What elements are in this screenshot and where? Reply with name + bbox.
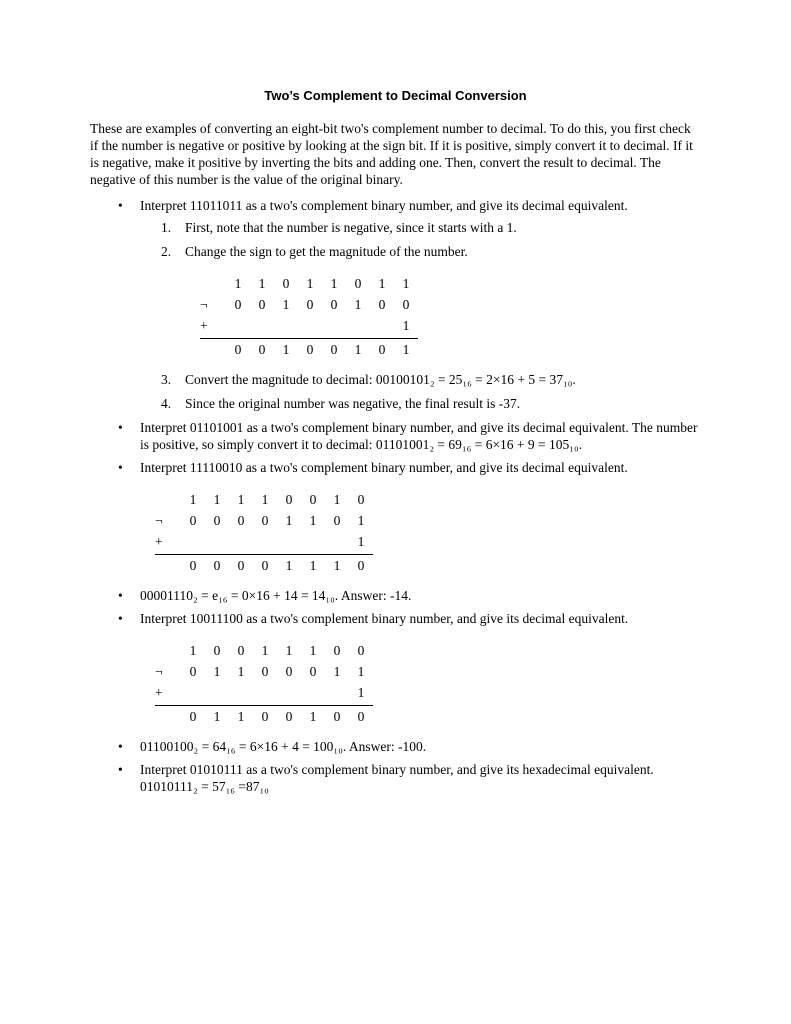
binary-digit <box>325 531 349 552</box>
bullet-text: Interpret 11011011 as a two's complement binary number, and give its decimal equivalent. <box>140 198 628 213</box>
list-item <box>90 761 701 795</box>
binary-digit <box>370 315 394 336</box>
binary-digit: 0 <box>357 558 365 573</box>
list-item <box>90 610 701 726</box>
binary-digit: 1 <box>309 643 317 658</box>
binary-digit: 0 <box>309 492 317 507</box>
binary-digit: 1 <box>402 318 410 333</box>
bullet-text: Interpret 01010111 as a two's complement binary number, and give its hexadecimal equivalent. 01010111₂ = 57₁₆ =87₁₀ <box>140 762 654 794</box>
step-text: Change the sign to get the magnitude of the number. <box>185 244 468 259</box>
binary-digit <box>253 682 277 703</box>
binary-digit: 0 <box>333 643 341 658</box>
binary-digit: 1 <box>357 685 365 700</box>
binary-operand-row <box>155 489 373 510</box>
binary-operand-row <box>155 640 373 661</box>
binary-worksheet <box>155 489 373 575</box>
operator-spacer <box>155 555 181 575</box>
binary-operand-row <box>155 682 373 703</box>
binary-digit: 0 <box>213 643 221 658</box>
binary-digit: 1 <box>330 276 338 291</box>
binary-digit: 0 <box>261 709 269 724</box>
not-operator: ¬ <box>155 664 163 679</box>
binary-digit <box>301 682 325 703</box>
binary-operand-row <box>155 661 373 682</box>
binary-digit: 1 <box>258 276 266 291</box>
binary-digit <box>205 682 229 703</box>
binary-digit: 1 <box>285 558 293 573</box>
step-item <box>140 371 701 388</box>
binary-digit: 1 <box>189 643 197 658</box>
binary-digit: 0 <box>285 664 293 679</box>
binary-digit <box>205 531 229 552</box>
binary-digit: 0 <box>306 297 314 312</box>
list-item <box>90 197 701 412</box>
binary-digit: 0 <box>357 643 365 658</box>
step-text: Since the original number was negative, the final result is -37. <box>185 396 521 411</box>
binary-digit: 0 <box>237 643 245 658</box>
binary-digit: 1 <box>237 664 245 679</box>
binary-digit: 0 <box>330 342 338 357</box>
binary-digit: 0 <box>357 709 365 724</box>
binary-digit <box>301 531 325 552</box>
binary-digit: 1 <box>213 492 221 507</box>
binary-digit: 1 <box>309 558 317 573</box>
binary-digit: 1 <box>234 276 242 291</box>
plus-operator: + <box>155 534 163 549</box>
binary-digit: 0 <box>333 513 341 528</box>
binary-digit: 0 <box>378 297 386 312</box>
binary-worksheet <box>155 640 373 726</box>
binary-digit: 1 <box>213 664 221 679</box>
binary-digit <box>226 315 250 336</box>
list-item <box>90 738 701 755</box>
binary-operand-row <box>200 294 418 315</box>
binary-digit: 1 <box>354 297 362 312</box>
step-number: 2. <box>161 244 172 259</box>
binary-digit: 1 <box>354 342 362 357</box>
binary-digit <box>253 531 277 552</box>
binary-digit: 0 <box>261 558 269 573</box>
binary-digit: 0 <box>309 664 317 679</box>
plus-operator: + <box>200 318 208 333</box>
binary-digit: 1 <box>237 492 245 507</box>
binary-digit: 0 <box>330 297 338 312</box>
bullet-text: Interpret 01101001 as a two's complement binary number, and give its decimal equivalent. The number is positive, so simply convert it to decimal: 01101001₂ = 69₁₆ = 6×16 + 9 = 105₁₀. <box>140 420 698 452</box>
binary-digit: 1 <box>285 643 293 658</box>
binary-digit: 1 <box>309 709 317 724</box>
binary-digit <box>298 315 322 336</box>
binary-result-row <box>155 705 373 726</box>
binary-result-row <box>200 338 418 359</box>
binary-digit: 0 <box>333 709 341 724</box>
binary-digit: 1 <box>333 558 341 573</box>
binary-digit: 0 <box>237 558 245 573</box>
binary-digit <box>181 682 205 703</box>
binary-digit <box>229 682 253 703</box>
binary-digit: 0 <box>261 513 269 528</box>
step-text: Convert the magnitude to decimal: 00100101₂ = 25₁₆ = 2×16 + 5 = 37₁₀. <box>185 372 576 387</box>
binary-digit: 0 <box>357 492 365 507</box>
numbered-steps <box>140 371 701 412</box>
list-item <box>90 587 701 604</box>
binary-digit <box>346 315 370 336</box>
operator-spacer <box>200 339 226 359</box>
binary-digit: 0 <box>306 342 314 357</box>
list-item <box>90 459 701 575</box>
binary-result-row <box>155 554 373 575</box>
binary-digit <box>277 682 301 703</box>
bullet-text: 01100100₂ = 64₁₆ = 6×16 + 4 = 100₁₀. Answer: -100. <box>140 739 427 754</box>
binary-digit: 0 <box>213 558 221 573</box>
binary-digit: 1 <box>357 664 365 679</box>
list-item <box>90 419 701 453</box>
plus-operator: + <box>155 685 163 700</box>
binary-digit <box>181 531 205 552</box>
binary-digit: 0 <box>237 513 245 528</box>
binary-digit: 1 <box>285 513 293 528</box>
binary-digit <box>250 315 274 336</box>
binary-digit <box>325 682 349 703</box>
binary-digit: 0 <box>282 276 290 291</box>
binary-digit: 0 <box>234 342 242 357</box>
bullet-list <box>90 197 701 795</box>
binary-digit: 1 <box>282 297 290 312</box>
binary-digit: 0 <box>189 664 197 679</box>
operator-spacer <box>155 489 181 510</box>
binary-digit <box>277 531 301 552</box>
binary-digit: 1 <box>333 492 341 507</box>
binary-digit: 1 <box>309 513 317 528</box>
binary-digit <box>229 531 253 552</box>
binary-digit: 1 <box>237 709 245 724</box>
operator-spacer <box>155 640 181 661</box>
binary-digit: 0 <box>261 664 269 679</box>
binary-digit: 1 <box>357 534 365 549</box>
binary-digit: 0 <box>285 709 293 724</box>
binary-digit: 0 <box>213 513 221 528</box>
binary-digit: 0 <box>258 297 266 312</box>
not-operator: ¬ <box>200 297 208 312</box>
binary-digit: 1 <box>357 513 365 528</box>
binary-digit: 0 <box>285 492 293 507</box>
binary-digit: 1 <box>189 492 197 507</box>
intro-paragraph: These are examples of converting an eight-bit two's complement number to decimal. To do this, you first check if the number is negative or positive by looking at the sign bit. If it is positive, simply convert it to decimal. If it is negative, make it positive by inverting the bits and adding one. Then, convert the result to decimal. The negative of this number is the value of the original binary. <box>90 121 693 187</box>
binary-operand-row <box>200 273 418 294</box>
binary-digit: 1 <box>282 342 290 357</box>
binary-digit <box>322 315 346 336</box>
step-item <box>140 395 701 412</box>
binary-digit: 1 <box>261 643 269 658</box>
binary-digit: 1 <box>333 664 341 679</box>
binary-digit: 1 <box>402 276 410 291</box>
bullet-text: Interpret 11110010 as a two's complement binary number, and give its decimal equivalent. <box>140 460 628 475</box>
bullet-text: Interpret 10011100 as a two's complement binary number, and give its decimal equivalent. <box>140 611 629 626</box>
binary-digit: 1 <box>378 276 386 291</box>
binary-digit: 0 <box>258 342 266 357</box>
not-operator: ¬ <box>155 513 163 528</box>
binary-digit: 0 <box>378 342 386 357</box>
binary-digit: 1 <box>261 492 269 507</box>
binary-operand-row <box>155 510 373 531</box>
binary-digit: 1 <box>306 276 314 291</box>
numbered-steps <box>140 219 701 260</box>
binary-digit: 0 <box>189 558 197 573</box>
page-title: Two’s Complement to Decimal Conversion <box>264 88 527 103</box>
binary-digit: 0 <box>189 513 197 528</box>
step-text: First, note that the number is negative, since it starts with a 1. <box>185 220 517 235</box>
binary-digit: 0 <box>354 276 362 291</box>
step-item <box>140 219 701 236</box>
operator-spacer <box>155 706 181 726</box>
operator-spacer <box>200 273 226 294</box>
binary-digit: 1 <box>402 342 410 357</box>
binary-operand-row <box>200 315 418 336</box>
step-number: 1. <box>161 220 172 235</box>
binary-worksheet <box>200 273 418 359</box>
binary-digit: 0 <box>234 297 242 312</box>
step-number: 3. <box>161 372 172 387</box>
step-number: 4. <box>161 396 172 411</box>
binary-digit: 0 <box>189 709 197 724</box>
binary-operand-row <box>155 531 373 552</box>
binary-digit: 0 <box>402 297 410 312</box>
binary-digit <box>274 315 298 336</box>
bullet-text: 00001110₂ = e₁₆ = 0×16 + 14 = 14₁₀. Answer: -14. <box>140 588 412 603</box>
step-item <box>140 243 701 260</box>
binary-digit: 1 <box>213 709 221 724</box>
